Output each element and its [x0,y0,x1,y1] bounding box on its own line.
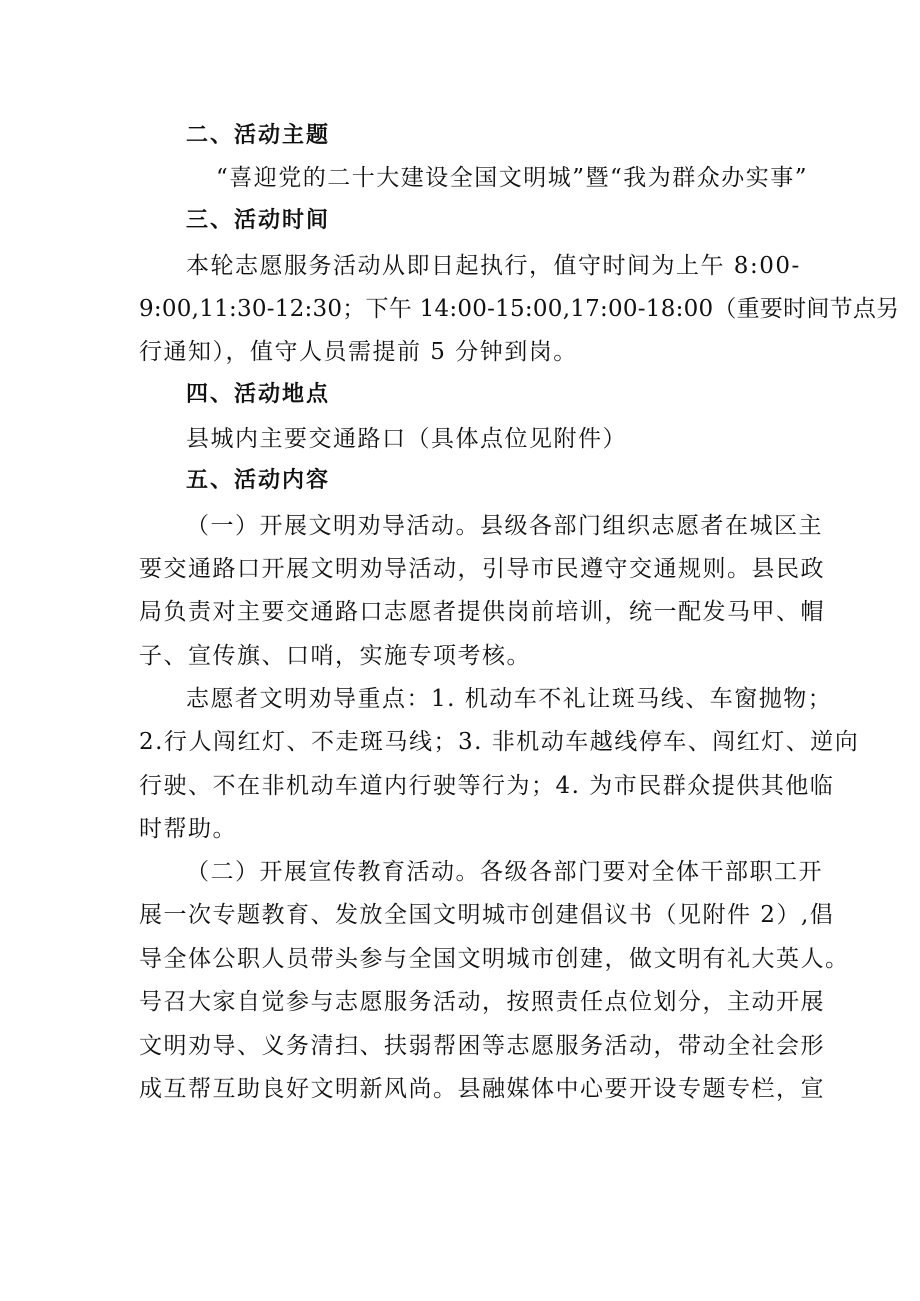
content-p2-line-4: 时帮助。 [139,816,237,842]
content-p1-line-4: 子、宣传旗、口哨，实施专项考核。 [139,643,531,669]
time-text-line-2: 9:00,11:30-12:30；下午 14:00-15:00,17:00-18:00（重要时间节点另 [139,296,900,322]
content-p3-line-5: 文明劝导、义务清扫、扶弱帮困等志愿服务活动，带动全社会形 [139,1033,825,1059]
section-heading-place: 四、活动地点 [186,382,331,407]
section-heading-time: 三、活动时间 [186,208,331,233]
content-p1-line-3: 局负责对主要交通路口志愿者提供岗前培训，统一配发马甲、帽 [139,599,825,625]
content-p2-line-2: 2.行人闯红灯、不走斑马线；3. 非机动车越线停车、闯红灯、逆向 [139,729,860,755]
time-text-line-3: 行通知），值守人员需提前 5 分钟到岗。 [139,339,578,365]
place-text: 县城内主要交通路口（具体点位见附件） [186,426,627,452]
content-p1-line-2: 要交通路口开展文明劝导活动，引导市民遵守交通规则。县民政 [139,556,825,582]
content-p2-line-3: 行驶、不在非机动车道内行驶等行为；4. 为市民群众提供其他临 [139,773,835,799]
content-p3-line-3: 导全体公职人员带头参与全国文明城市创建，做文明有礼大英人。 [139,946,850,972]
content-p3-line-4: 号召大家自觉参与志愿服务活动，按照责任点位划分，主动开展 [139,989,825,1015]
content-p2-line-1: 志愿者文明劝导重点：1. 机动车不礼让斑马线、车窗抛物； [186,686,833,712]
section-heading-theme: 二、活动主题 [186,123,331,148]
content-p3-line-2: 展一次专题教育、发放全国文明城市创建倡议书（见附件 2）,倡 [139,902,835,928]
content-p3-line-6: 成互帮互助良好文明新风尚。县融媒体中心要开设专题专栏，宣 [139,1076,825,1102]
content-p3-line-1: （二）开展宣传教育活动。各级各部门要对全体干部职工开 [186,859,823,885]
time-text-line-1: 本轮志愿服务活动从即日起执行，值守时间为上午 8:00- [186,253,801,279]
section-heading-content: 五、活动内容 [186,468,331,493]
theme-text: “喜迎党的二十大建设全国文明城”暨“我为群众办实事” [216,165,809,191]
content-p1-line-1: （一）开展文明劝导活动。县级各部门组织志愿者在城区主 [186,513,823,539]
